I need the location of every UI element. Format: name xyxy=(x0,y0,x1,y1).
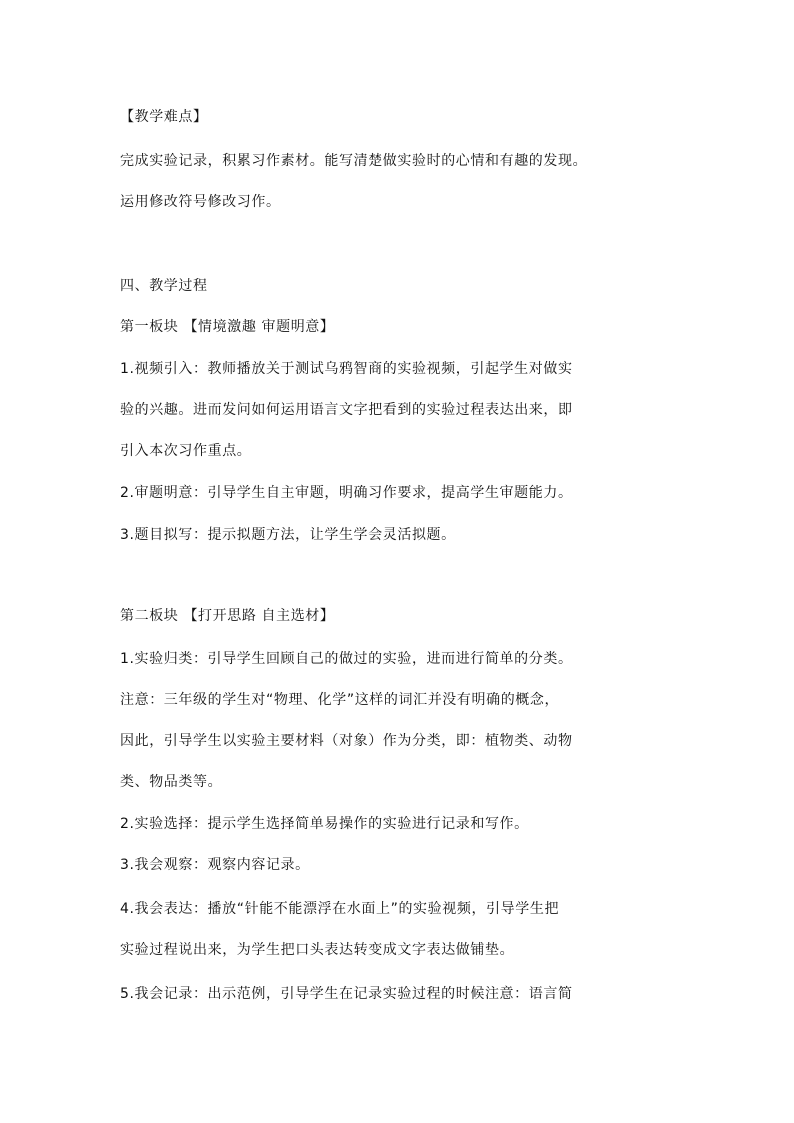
paragraph-line: 1.实验归类：引导学生回顾自己的做过的实验，进而进行简单的分类。 xyxy=(120,651,573,667)
heading-teaching-difficulty: 【教学难点】 xyxy=(120,109,208,125)
paragraph-line: 实验过程说出来，为学生把口头表达转变成文字表达做铺垫。 xyxy=(120,942,515,958)
block-heading: 第二板块 【打开思路 自主选材】 xyxy=(120,608,335,624)
paragraph-line: 5.我会记录：出示范例，引导学生在记录实验过程的时候注意：语言简 xyxy=(120,986,573,1002)
paragraph-line: 因此，引导学生以实验主要材料（对象）作为分类，即：植物类、动物 xyxy=(120,733,573,749)
paragraph-line: 完成实验记录，积累习作素材。能写清楚做实验时的心情和有趣的发现。 xyxy=(120,153,588,169)
paragraph-line: 2.实验选择：提示学生选择简单易操作的实验进行记录和写作。 xyxy=(120,816,529,832)
paragraph-line: 类、物品类等。 xyxy=(120,774,223,790)
paragraph-line: 引入本次习作重点。 xyxy=(120,443,252,459)
paragraph-line: 2.审题明意：引导学生自主审题，明确习作要求，提高学生审题能力。 xyxy=(120,485,573,501)
paragraph-line: 运用修改符号修改习作。 xyxy=(120,194,281,210)
paragraph-line: 验的兴趣。进而发问如何运用语言文字把看到的实验过程表达出来，即 xyxy=(120,402,573,418)
paragraph-line: 3.我会观察：观察内容记录。 xyxy=(120,857,310,873)
paragraph-line: 1.视频引入：教师播放关于测试乌鸦智商的实验视频，引起学生对做实 xyxy=(120,361,573,377)
paragraph-line: 3.题目拟写：提示拟题方法，让学生学会灵活拟题。 xyxy=(120,527,456,543)
paragraph-line: 4.我会表达：播放“针能不能漂浮在水面上”的实验视频，引导学生把 xyxy=(120,901,560,917)
paragraph-line: 注意：三年级的学生对“物理、化学”这样的词汇并没有明确的概念， xyxy=(120,692,560,708)
block-heading: 第一板块 【情境激趣 审题明意】 xyxy=(120,319,335,335)
section-heading: 四、教学过程 xyxy=(120,278,208,294)
